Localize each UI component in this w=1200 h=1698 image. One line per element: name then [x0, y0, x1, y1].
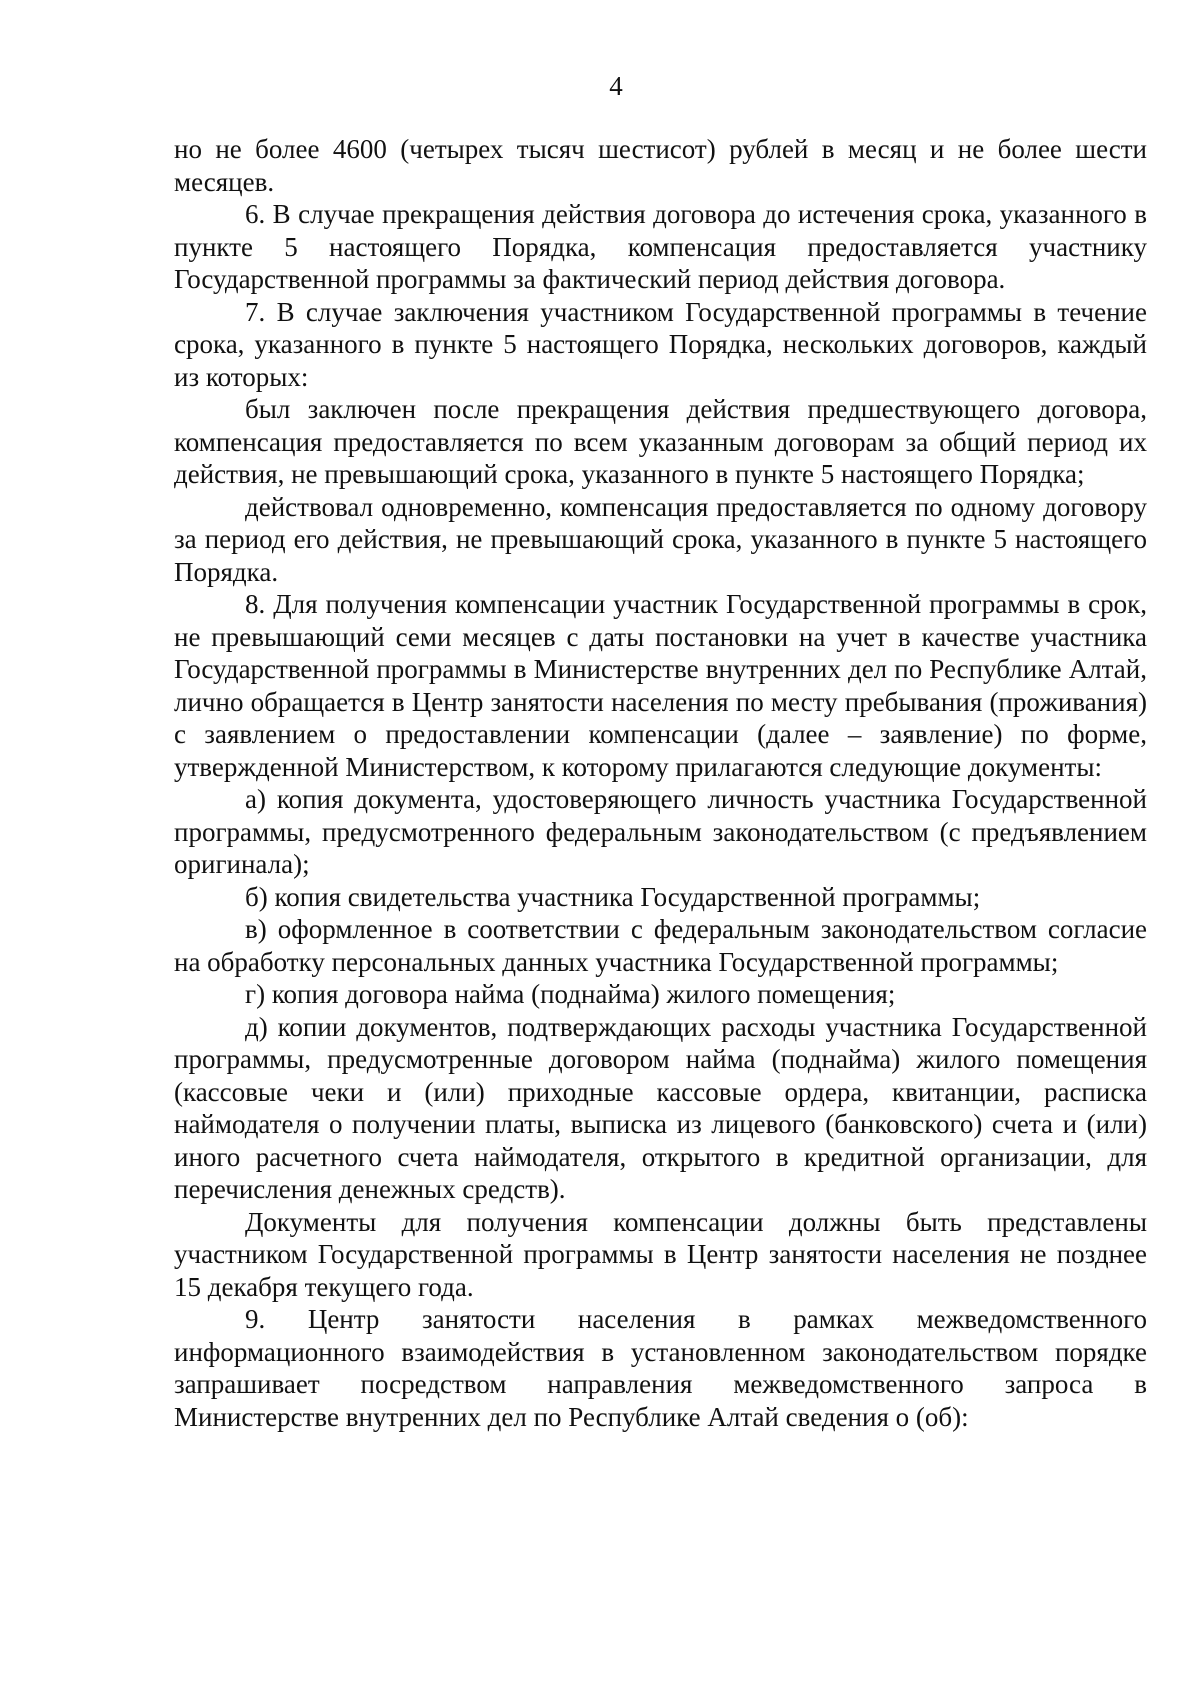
- paragraph-item-9: 9. Центр занятости населения в рамках межведомственного информационного взаимодействия в установленном законодательством порядке запрашивает посредством направления межведомственного запроса в Министерстве внутренних дел по Республике Алтай сведения о (об):: [174, 1304, 1147, 1432]
- paragraph-documents-deadline: Документы для получения компенсации должны быть представлены участником Государственной программы в Центр занятости населения не позднее 15 декабря текущего года.: [174, 1206, 1147, 1302]
- paragraph-item-8-d: д) копии документов, подтверждающих расходы участника Государственной программы, предусмотренные договором найма (поднайма) жилого помещения (кассовые чеки и (или) приходные кассовые ордера, квитанции, расписка наймодателя о получении платы, выписка из лицевого (банковского) счета и (или) иного расчетного счета наймодателя, открытого в кредитной организации, для перечисления денежных средств).: [174, 1011, 1147, 1204]
- paragraph-item-7-case-sequential: был заключен после прекращения действия предшествующего договора, компенсация предоставляется по всем указанным договорам за общий период их действия, не превышающий срока, указанного в пункте 5 настоящего Порядка;: [174, 394, 1147, 489]
- paragraph-item-8-g: г) копия договора найма (поднайма) жилого помещения;: [245, 979, 896, 1009]
- paragraph-item-8: 8. Для получения компенсации участник Государственной программы в срок, не превышающий семи месяцев с даты постановки на учет в качестве участника Государственной программы в Министерстве внутренних дел по Республике Алтай, лично обращается в Центр занятости населения по месту пребывания (проживания) с заявлением о предоставлении компенсации (далее – заявление) по форме, утвержденной Министерством, к которому прилагаются следующие документы:: [174, 589, 1147, 782]
- paragraph-item-8-b: б) копия свидетельства участника Государственной программы;: [245, 881, 981, 912]
- page-number: 4: [609, 71, 623, 101]
- document-body: [174, 133, 1147, 1433]
- paragraph-continuation: но не более 4600 (четырех тысяч шестисот) рублей в месяц и не более шести месяцев.: [174, 134, 1147, 197]
- paragraph-item-7: 7. В случае заключения участником Государственной программы в течение срока, указанного в пункте 5 настоящего Порядка, нескольких договоров, каждый из которых:: [174, 296, 1147, 392]
- paragraph-item-6: 6. В случае прекращения действия договора до истечения срока, указанного в пункте 5 настоящего Порядка, компенсация предоставляется участнику Государственной программы за фактический период действия договора.: [174, 199, 1147, 294]
- paragraph-item-8-a: а) копия документа, удостоверяющего личность участника Государственной программы, предусмотренного федеральным законодательством (с предъявлением оригинала);: [174, 784, 1147, 879]
- paragraph-item-7-case-simultaneous: действовал одновременно, компенсация предоставляется по одному договору за период его действия, не превышающий срока, указанного в пункте 5 настоящего Порядка.: [174, 491, 1147, 587]
- paragraph-item-8-v: в) оформленное в соответствии с федеральным законодательством согласие на обработку персональных данных участника Государственной программы;: [174, 914, 1147, 977]
